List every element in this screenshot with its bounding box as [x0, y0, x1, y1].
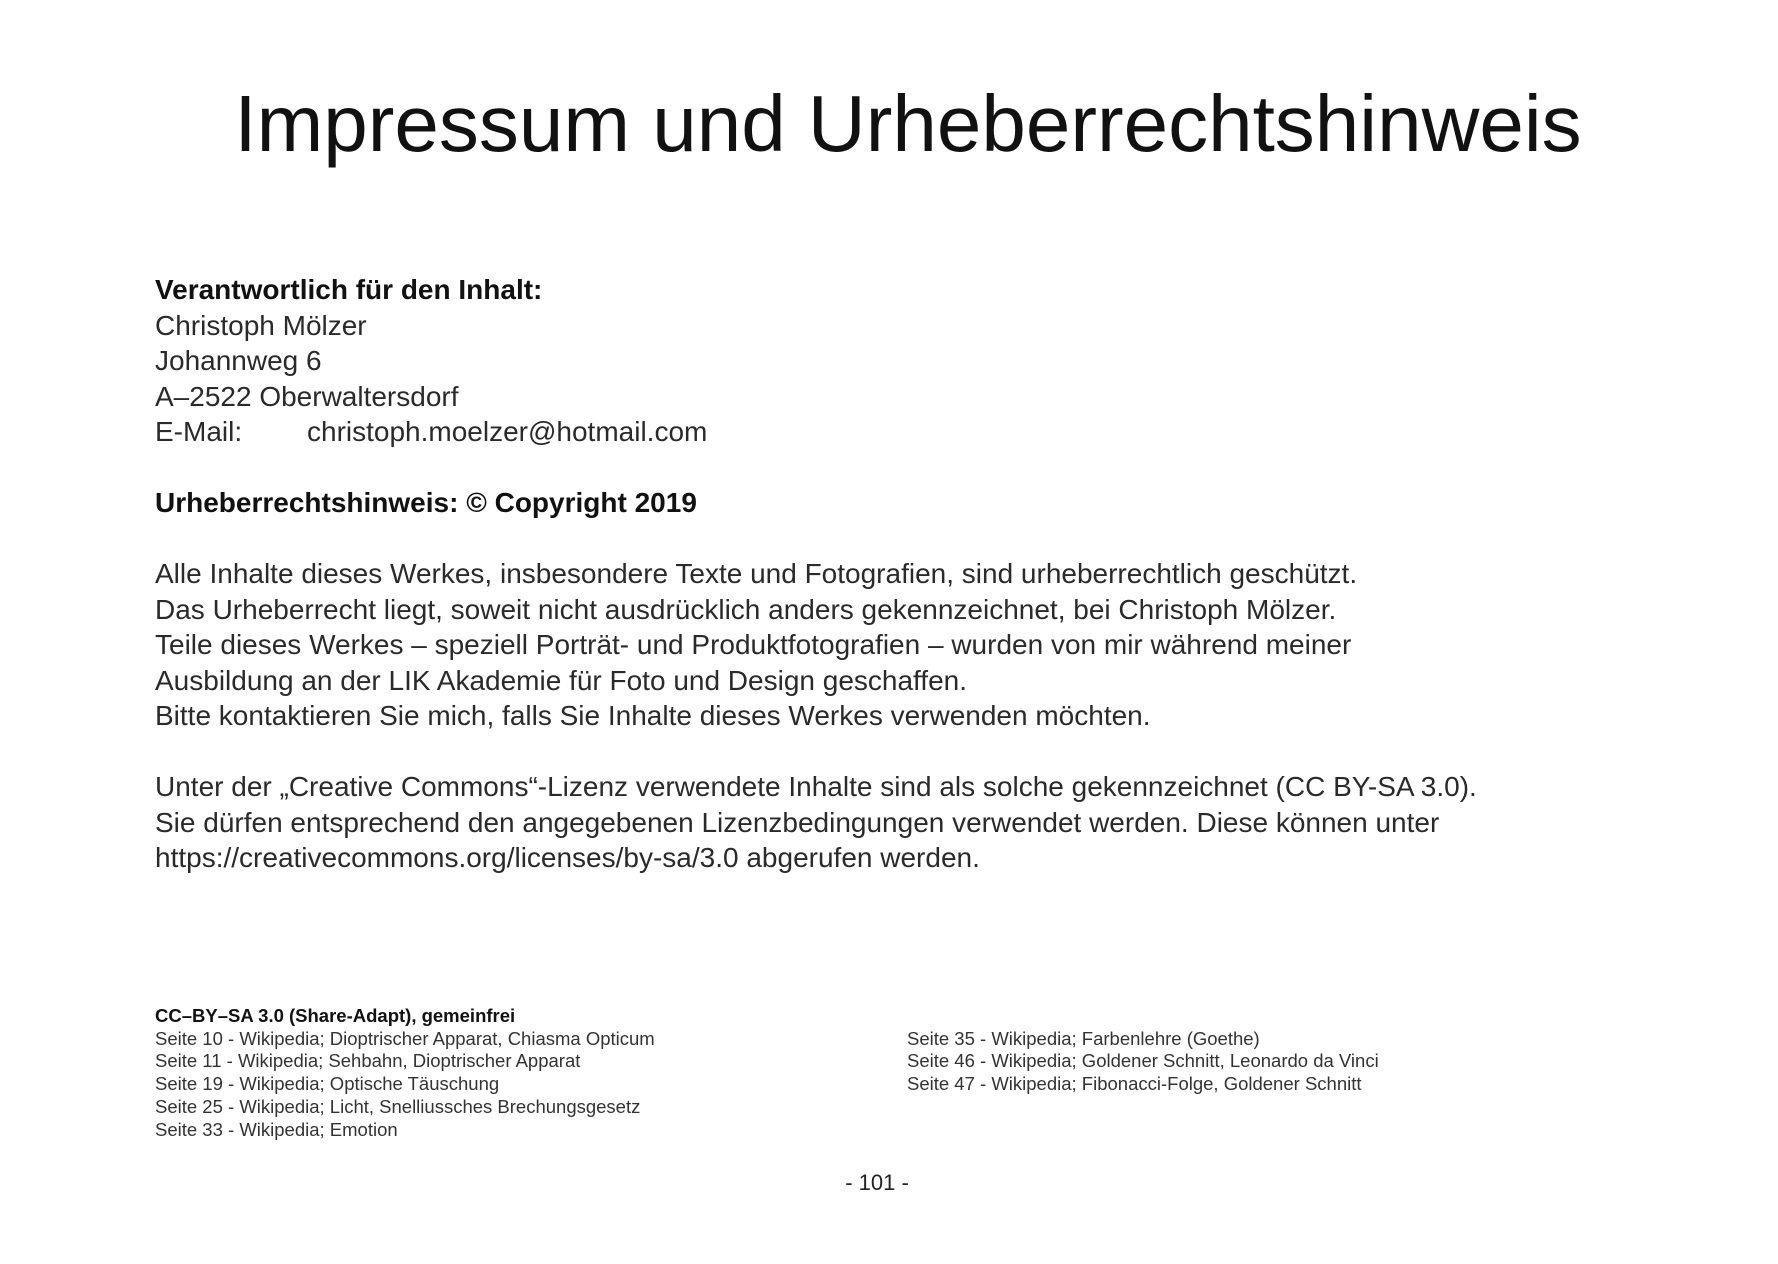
main-content — [155, 272, 1675, 876]
email-address: christoph.moelzer@hotmail.com — [307, 416, 708, 447]
credit-item: Seite 47 - Wikipedia; Fibonacci-Folge, Goldener Schnitt — [907, 1073, 1362, 1095]
credit-item: Seite 46 - Wikipedia; Goldener Schnitt, Leonardo da Vinci — [907, 1050, 1379, 1072]
license-line: https://creativecommons.org/licenses/by-sa/3.0 abgerufen werden. — [155, 842, 980, 873]
credits-heading: CC–BY–SA 3.0 (Share-Adapt), gemeinfrei — [155, 1005, 516, 1026]
email-row — [155, 414, 1675, 450]
responsible-street: Johannweg 6 — [155, 345, 322, 376]
spacer — [155, 734, 1675, 770]
responsible-name: Christoph Mölzer — [155, 309, 367, 341]
credit-item: Seite 10 - Wikipedia; Dioptrischer Apparat, Chiasma Opticum — [155, 1027, 655, 1049]
page-title: Impressum und Urheberrechtshinweis — [234, 79, 1582, 168]
license-line: Unter der „Creative Commons“-Lizenz verwendete Inhalte sind als solche gekennzeichnet (CC BY-SA 3.0). — [155, 771, 1477, 802]
responsible-city: A–2522 Oberwaltersdorf — [155, 380, 459, 412]
spacer — [155, 521, 1675, 557]
copyright-line: Das Urheberrecht liegt, soweit nicht ausdrücklich anders gekennzeichnet, bei Christoph Mölzer. — [155, 593, 1337, 625]
copyright-line: Bitte kontaktieren Sie mich, falls Sie Inhalte dieses Werkes verwenden möchten. — [155, 700, 1151, 731]
spacer — [155, 450, 1675, 486]
page-number: - 101 - — [845, 1170, 909, 1195]
copyright-heading: Urheberrechtshinweis: © Copyright 2019 — [155, 487, 697, 518]
credits-right-column — [907, 1028, 1607, 1142]
image-credits — [155, 1005, 1655, 1141]
responsible-heading: Verantwortlich für den Inhalt: — [155, 274, 543, 305]
credit-item: Seite 33 - Wikipedia; Emotion — [155, 1118, 398, 1140]
license-line: Sie dürfen entsprechend den angegebenen Lizenzbedingungen verwendet werden. Diese können unter — [155, 806, 1440, 838]
credit-item: Seite 25 - Wikipedia; Licht, Snelliussches Brechungsgesetz — [155, 1095, 641, 1117]
email-label: E-Mail: — [155, 416, 243, 447]
credits-columns — [155, 1028, 1655, 1142]
credits-left-column — [155, 1028, 907, 1142]
copyright-line: Alle Inhalte dieses Werkes, insbesondere Texte und Fotografien, sind urheberrechtlich geschützt. — [155, 558, 1358, 589]
credit-item: Seite 35 - Wikipedia; Farbenlehre (Goethe) — [907, 1027, 1260, 1049]
copyright-line: Teile dieses Werkes – speziell Porträt- und Produktfotografien – wurden von mir während meiner — [155, 629, 1352, 660]
credit-item: Seite 11 - Wikipedia; Sehbahn, Dioptrischer Apparat — [155, 1050, 581, 1072]
copyright-line: Ausbildung an der LIK Akademie für Foto und Design geschaffen. — [155, 664, 968, 696]
credit-item: Seite 19 - Wikipedia; Optische Täuschung — [155, 1073, 500, 1095]
